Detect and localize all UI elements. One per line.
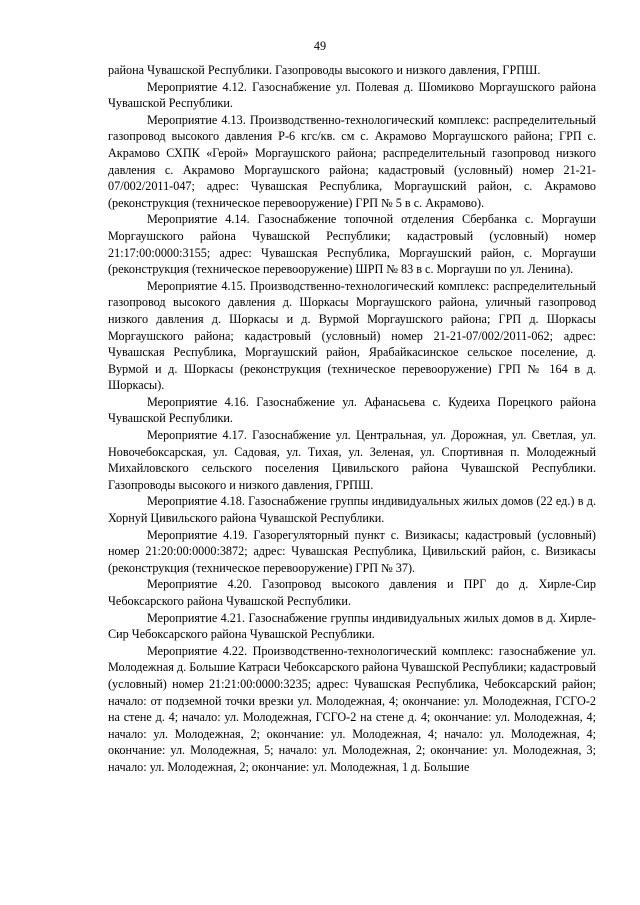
paragraph-measure-4-15: Мероприятие 4.15. Производственно-технологический комплекс: распределительный газопровод высокого давления д. Шоркасы Моргаушского района, уличный газопровод низкого давления д. Шоркасы и д. Вурмой Моргаушского района; ГРП д. Шоркасы Моргаушского района; кадастровый (условный) номер 21-21-07/002/2011-062; адрес: Чувашская Республика, Моргаушский район, Ярабайкасинское сельское поселение, д. Вурмой и д. Шоркасы (реконструкция (техническое перевооружение) ГРП № 164 в д. Шоркасы). xyxy=(108,278,596,393)
paragraph-measure-4-21: Мероприятие 4.21. Газоснабжение группы индивидуальных жилых домов в д. Хирле-Сир Чебоксарского района Чувашской Республики. xyxy=(108,610,596,642)
paragraph-measure-4-13: Мероприятие 4.13. Производственно-технологический комплекс: распределительный газопровод высокого давления Р-6 кгс/кв. см с. Акрамово Моргаушского района; ГРП с. Акрамово СХПК «Герой» Моргаушского района; распределительный газопровод низкого давления с. Акрамово Моргаушского района; кадастровый (условный) номер 21-21-07/002/2011-047; адрес: Чувашская Республика, Моргаушский район, с. Акрамово (реконструкция (техническое перевооружение) ГРП № 5 в с. Акрамово). xyxy=(108,112,596,210)
paragraph-measure-4-17: Мероприятие 4.17. Газоснабжение ул. Центральная, ул. Дорожная, ул. Светлая, ул. Новочебоксарская, ул. Садовая, ул. Тихая, ул. Зеленая, ул. Спортивная п. Молодежный Михайловского сельского поселения Цивильского района Чувашской Республики. Газопроводы высокого и низкого давления, ГРПШ. xyxy=(108,428,596,492)
document-body xyxy=(108,62,596,776)
paragraph-measure-4-12: Мероприятие 4.12. Газоснабжение ул. Полевая д. Шомиково Моргаушского района Чувашской Республики. xyxy=(108,79,596,111)
paragraph-measure-4-22: Мероприятие 4.22. Производственно-технологический комплекс: газоснабжение ул. Молодежная д. Большие Катраси Чебоксарского района Чувашской Республики; кадастровый (условный) номер 21:21:00:0000:3235; адрес: Чувашская Республика, Чебоксарский район; начало: от подземной точки врезки ул. Молодежная, 4; окончание: ул. Молодежная, ГСГО-2 на стене д. 4; начало: ул. Молодежная, ГСГО-2 на стене д. 4; окончание: ул. Молодежная, 4; начало: ул. Молодежная, 2; окончание: ул. Молодежная, 4; начало: ул. Молодежная, 4; окончание: ул. Молодежная, 5; начало: ул. Молодежная, 2; окончание: ул. Молодежная, 3; начало: ул. Молодежная, 2; окончание: ул. Молодежная, 1 д. Большие xyxy=(108,643,596,774)
paragraph-measure-4-19: Мероприятие 4.19. Газорегуляторный пункт с. Визикасы; кадастровый (условный) номер 21:20:00:0000:3872; адрес: Чувашская Республика, Цивильский район, с. Визикасы (реконструкция (техническое перевооружение) ГРП № 37). xyxy=(108,527,596,575)
page-number: 49 xyxy=(313,39,327,53)
paragraph-measure-4-20: Мероприятие 4.20. Газопровод высокого давления и ПРГ до д. Хирле-Сир Чебоксарского района Чувашской Республики. xyxy=(108,577,596,608)
paragraph-measure-4-14: Мероприятие 4.14. Газоснабжение топочной отделения Сбербанка с. Моргауши Моргаушского района Чувашской Республики; кадастровый (условный) номер 21:17:00:0000:3155; адрес: Чувашская Республика, Моргаушский район, с. Моргауши (реконструкция (техническое перевооружение) ШРП № 83 в с. Моргауши по ул. Ленина). xyxy=(108,212,596,277)
paragraph-continuation: района Чувашской Республики. Газопроводы высокого и низкого давления, ГРПШ. xyxy=(108,63,541,77)
paragraph-measure-4-18: Мероприятие 4.18. Газоснабжение группы индивидуальных жилых домов (22 ед.) в д. Хорнуй Цивильского района Чувашской Республики. xyxy=(108,494,596,526)
paragraph-measure-4-16: Мероприятие 4.16. Газоснабжение ул. Афанасьева с. Кудеиха Порецкого района Чувашской Республики. xyxy=(108,394,596,426)
